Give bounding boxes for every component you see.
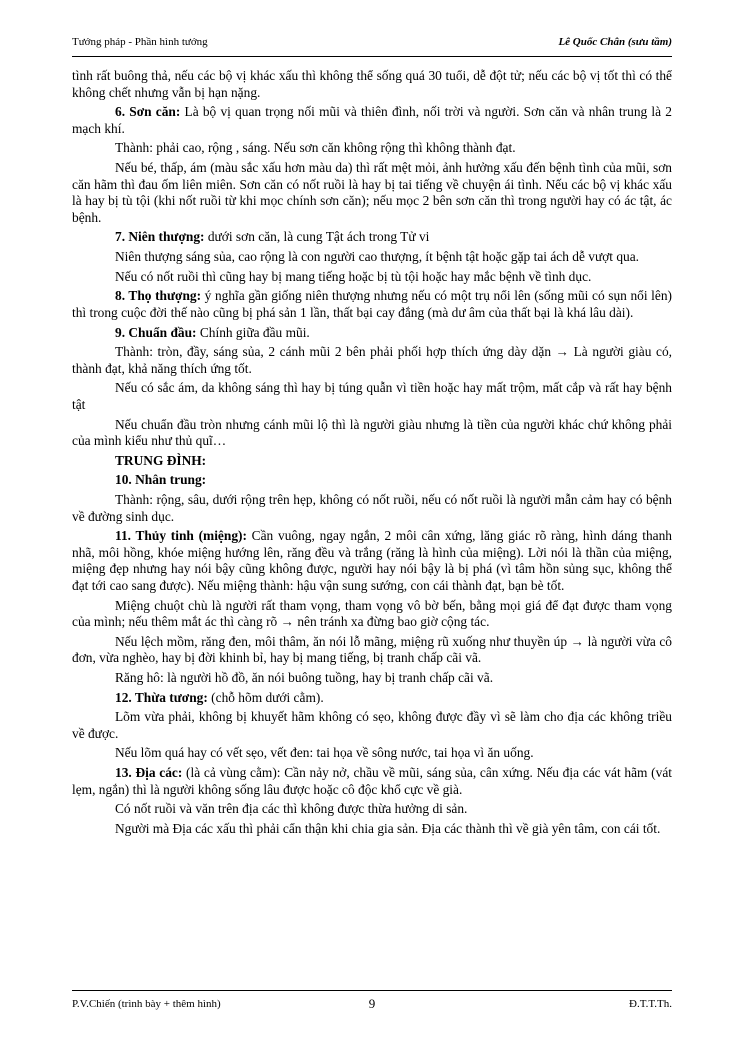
paragraph: 12. Thừa tương: (chỗ hõm dưới cằm).	[115, 689, 324, 705]
paragraph: Nếu có nốt ruồi thì cũng hay bị mang tiếng hoặc bị tù tội hoặc hay mắc bệnh về tình dục.	[115, 268, 592, 284]
paragraph: 7. Niên thượng: dưới sơn căn, là cung Tật ách trong Tử vi	[115, 229, 430, 245]
paragraph: 13. Địa các: (là cả vùng cằm): Cần nảy nở, chầu về mũi, sáng sủa, cân xứng. Nếu địa các vát hãm (vát lẹm, ngắn) thì là người không sống lâu được hoặc cô độc khổ cực về già.	[72, 765, 672, 797]
paragraph: Nếu có sắc ám, da không sáng thì hay bị túng quẫn vì tiền hoặc hay mất trộm, mất cắp và rất hay bệnh tật	[72, 380, 672, 412]
page-content	[72, 68, 672, 841]
footer-right: Đ.T.T.Th.	[629, 998, 672, 1010]
footer-left: P.V.Chiến (trình bày + thêm hình)	[72, 998, 221, 1010]
paragraph: Thành: phải cao, rộng , sáng. Nếu sơn căn không rộng thì không thành đạt.	[115, 140, 516, 156]
paragraph: Lõm vừa phải, không bị khuyết hãm không có sẹo, không được đầy vì sẽ làm cho địa các không triều về được.	[72, 709, 672, 741]
page-number: 9	[368, 996, 376, 1011]
paragraph: tình rất buông thả, nếu các bộ vị khác xấu thì không thể sống quá 30 tuổi, dễ đột tử; nếu các bộ vị tốt thì có thể không chết nhưng vẫn bị hạn nặng.	[72, 68, 672, 100]
header-right: Lê Quốc Chân (sưu tầm)	[558, 36, 672, 48]
paragraph: Thành: tròn, đầy, sáng sủa, 2 cánh mũi 2 bên phải phối hợp thích ứng dày dặn → Là người giàu có, thành đạt, khả năng thích ứng tốt.	[72, 344, 672, 376]
paragraph: 11. Thủy tinh (miệng): Cần vuông, ngay ngắn, 2 môi cân xứng, lăng giác rõ ràng, hình dáng thanh nhã, môi hồng, khóe miệng hướng lên, răng đều và trắng (răng là hình của miệng). Lời nói là thần của miệng, miệng đẹp nhưng hay nói bậy cũng không được, người hay nói bậy là bị phá (vì tâm hồn sủng sục, không thể đạt tới cao sang được). Nếu miệng thành: hậu vận sung sướng, con cái thành đạt, bạn bè tốt.	[72, 528, 672, 593]
section-heading: 10. Nhân trung:	[115, 472, 207, 488]
paragraph: Răng hô: là người hồ đồ, ăn nói buông tuồng, hay bị tranh chấp cãi vã.	[115, 669, 494, 685]
paragraph: Nếu lệch mồm, răng đen, môi thâm, ăn nói lỗ mãng, miệng rũ xuống như thuyền úp → là người vừa cô đơn, vừa nghèo, hay bị đời khinh bỉ, hay bị mang tiếng, bị tranh chấp cãi vã.	[72, 633, 672, 666]
paragraph: Nếu bé, thấp, ám (màu sắc xấu hơn màu da) thì rất mệt mỏi, ảnh hưởng xấu đến bệnh tình của mũi, sơn căn hãm thì đau ốm liên miên. Sơn căn có nốt ruồi là hay bị tai tiếng về chuyện ái tình. Nếu các bộ vị khác xấu là hay bị tù tội (khi nốt ruồi từ khi mọc chính sơn căn); nếu mọc 2 bên sơn căn thì trong người hay có ác tật, ác bệnh.	[72, 160, 672, 225]
paragraph: Có nốt ruồi và văn trên địa các thì không được thừa hưởng di sản.	[115, 801, 468, 817]
paragraph: Miệng chuột chù là người rất tham vọng, tham vọng vô bờ bến, bằng mọi giá để đạt được tham vọng của mình; nếu thêm mắt ác thì càng rõ → nên tránh xa đừng bao giờ cộng tác.	[72, 597, 672, 629]
paragraph: 6. Sơn căn: Là bộ vị quan trọng nối mũi và thiên đình, nối trời và người. Sơn căn và nhân trung là 2 mạch khí.	[72, 104, 672, 136]
paragraph: Nếu chuẩn đầu tròn nhưng cánh mũi lộ thì là người giàu nhưng là tiền của người khác chứ không phải của mình kiểu như thủ quĩ…	[72, 416, 672, 449]
page-footer	[72, 990, 672, 1015]
header-left: Tướng pháp - Phần hình tướng	[72, 36, 208, 48]
paragraph: Niên thượng sáng sủa, cao rộng là con người cao thượng, ít bệnh tật hoặc gặp tai ách dễ vượt qua.	[115, 248, 640, 264]
page-header	[72, 36, 672, 57]
paragraph: Thành: rộng, sâu, dưới rộng trên hẹp, không có nốt ruồi, nếu có nốt ruồi là người mẫn cảm hay có bệnh về đường sinh dục.	[72, 492, 672, 524]
paragraph: Nếu lõm quá hay có vết sẹo, vết đen: tai họa về sông nước, tai họa vì ăn uống.	[115, 745, 534, 761]
section-heading: TRUNG ĐÌNH:	[115, 452, 207, 468]
paragraph: 9. Chuẩn đầu: Chính giữa đầu mũi.	[115, 324, 310, 340]
paragraph: Người mà Địa các xấu thì phải cẩn thận khi chia gia sản. Địa các thành thì về già yên tâm, con cái tốt.	[115, 821, 661, 836]
paragraph: 8. Thọ thượng: ý nghĩa gần giống niên thượng nhưng nếu có một trụ nổi lên (sống mũi có sụn nổi lên) thì trong cuộc đời thế nào cũng bị phá sản 1 lần, thất bại cay đắng (mà dư âm của thất bại là khá lâu dài).	[72, 288, 672, 320]
